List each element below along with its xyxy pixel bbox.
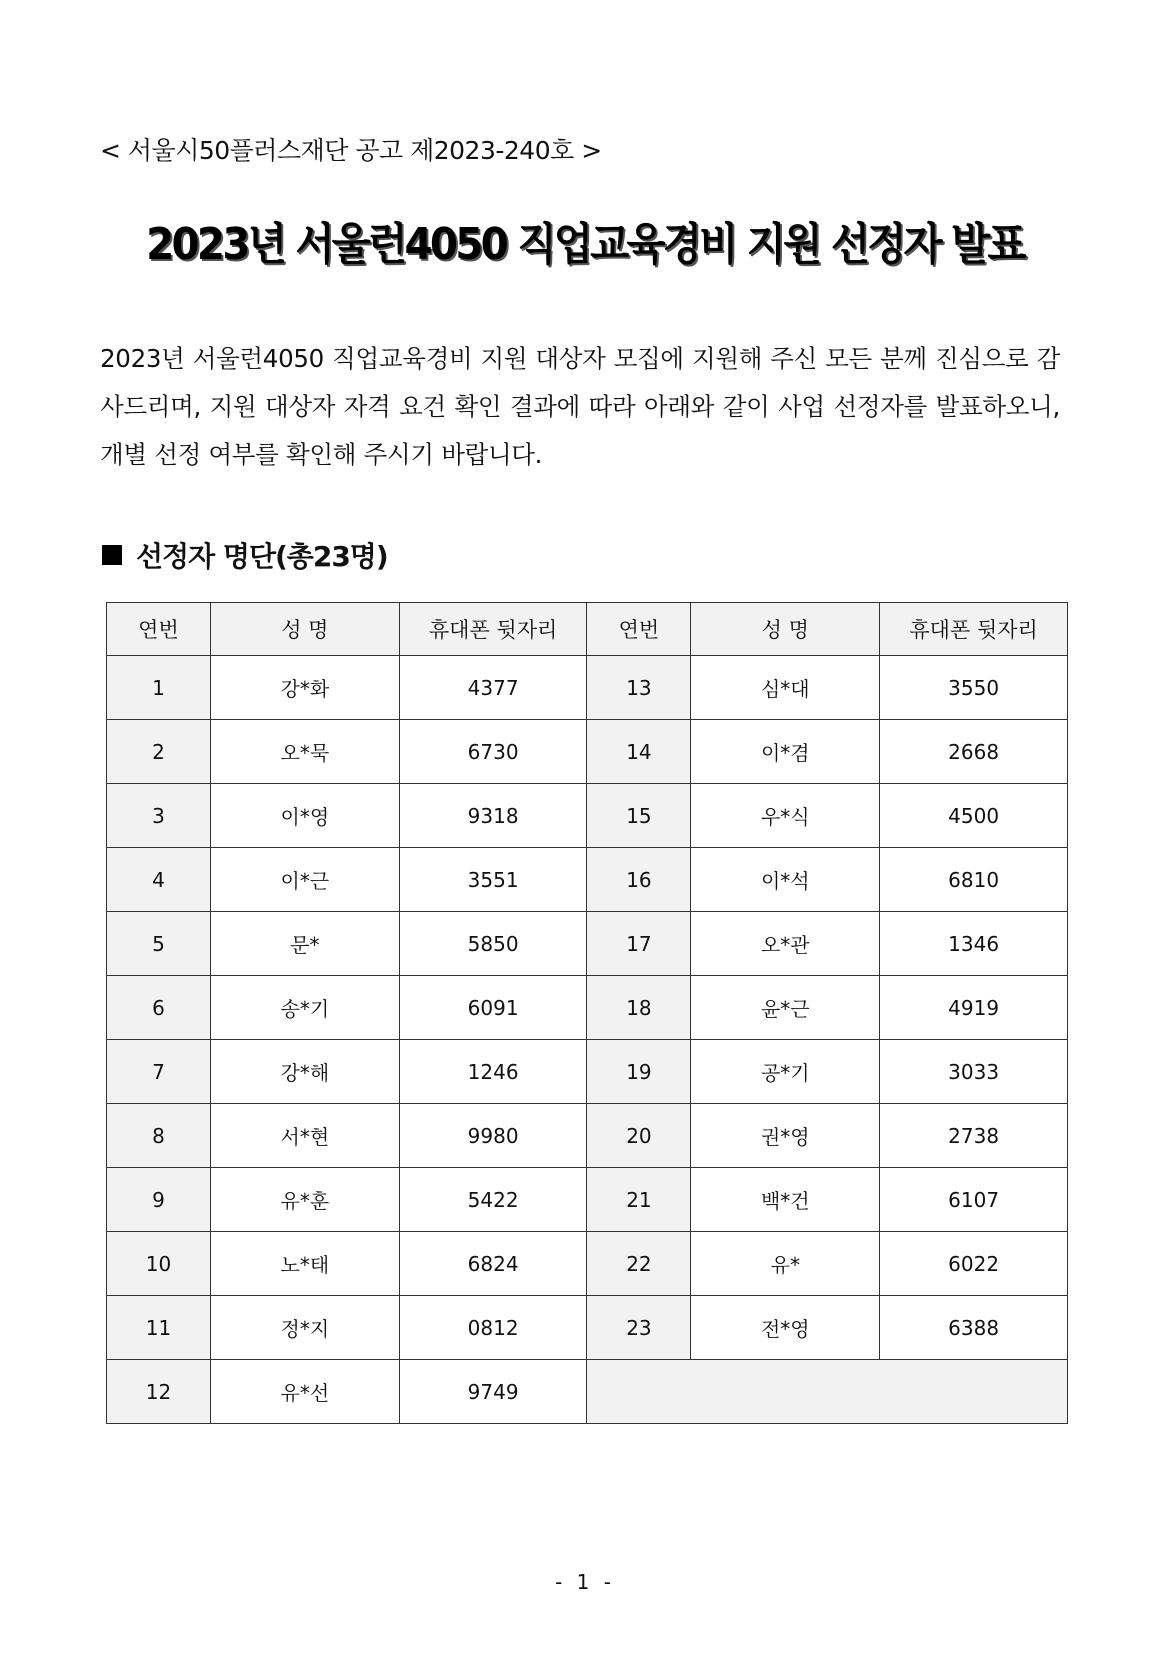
row-phone: 0812 (399, 1296, 587, 1360)
row-phone: 6810 (880, 848, 1068, 912)
row-number: 11 (107, 1296, 211, 1360)
row-name: 이*석 (691, 848, 880, 912)
table-row (107, 848, 1068, 912)
row-number: 7 (107, 1040, 211, 1104)
table-row (107, 656, 1068, 720)
row-phone: 5422 (399, 1168, 587, 1232)
row-phone: 3550 (880, 656, 1068, 720)
row-phone: 4377 (399, 656, 587, 720)
row-number: 20 (587, 1104, 691, 1168)
row-name: 심*대 (691, 656, 880, 720)
row-name: 유*훈 (210, 1168, 399, 1232)
row-number: 15 (587, 784, 691, 848)
row-number: 2 (107, 720, 211, 784)
row-number: 3 (107, 784, 211, 848)
row-name: 공*기 (691, 1040, 880, 1104)
row-phone: 6824 (399, 1232, 587, 1296)
row-phone: 1246 (399, 1040, 587, 1104)
row-name: 백*건 (691, 1168, 880, 1232)
table-row (107, 1040, 1068, 1104)
table-row (107, 1360, 1068, 1424)
header-name-left: 성 명 (210, 603, 399, 656)
row-number: 19 (587, 1040, 691, 1104)
row-phone: 9980 (399, 1104, 587, 1168)
row-name: 유*선 (210, 1360, 399, 1424)
table-row (107, 1104, 1068, 1168)
row-number: 17 (587, 912, 691, 976)
row-phone: 6388 (880, 1296, 1068, 1360)
row-number: 1 (107, 656, 211, 720)
table-row (107, 912, 1068, 976)
document-title: 2023년 서울런4050 직업교육경비 지원 선정자 발표 (146, 219, 1024, 270)
header-no-left: 연번 (107, 603, 211, 656)
row-phone: 4919 (880, 976, 1068, 1040)
row-name: 윤*근 (691, 976, 880, 1040)
table-row (107, 720, 1068, 784)
row-phone: 6091 (399, 976, 587, 1040)
row-name: 이*겸 (691, 720, 880, 784)
intro-section (100, 335, 1060, 479)
row-number: 22 (587, 1232, 691, 1296)
row-name: 우*식 (691, 784, 880, 848)
row-phone: 5850 (399, 912, 587, 976)
header-phone-left: 휴대폰 뒷자리 (399, 603, 587, 656)
row-name: 정*지 (210, 1296, 399, 1360)
row-name: 강*해 (210, 1040, 399, 1104)
intro-paragraph: 2023년 서울런4050 직업교육경비 지원 대상자 모집에 지원해 주신 모든 분께 진심으로 감사드리며, 지원 대상자 자격 요건 확인 결과에 따라 아래와 같이 사업 선정자를 발표하오니, 개별 선정 여부를 확인해 주시기 바랍니다. (100, 344, 1060, 469)
row-name: 강*화 (210, 656, 399, 720)
row-number: 9 (107, 1168, 211, 1232)
row-number: 23 (587, 1296, 691, 1360)
notice-number: < 서울시50플러스재단 공고 제2023-240호 > (100, 136, 602, 165)
table-row (107, 976, 1068, 1040)
row-name: 노*태 (210, 1232, 399, 1296)
header-no-right: 연번 (587, 603, 691, 656)
row-number: 10 (107, 1232, 211, 1296)
section-heading-text: 선정자 명단(총23명) (136, 540, 388, 573)
table-header-row (107, 603, 1068, 656)
row-number: 14 (587, 720, 691, 784)
row-name: 이*근 (210, 848, 399, 912)
black-square-icon (102, 545, 122, 565)
row-phone: 2738 (880, 1104, 1068, 1168)
row-number: 16 (587, 848, 691, 912)
row-number: 12 (107, 1360, 211, 1424)
page-number: - 1 - (555, 1570, 615, 1594)
row-name: 오*관 (691, 912, 880, 976)
row-phone: 3551 (399, 848, 587, 912)
row-number: 6 (107, 976, 211, 1040)
row-name: 이*영 (210, 784, 399, 848)
row-phone: 3033 (880, 1040, 1068, 1104)
row-phone: 4500 (880, 784, 1068, 848)
row-phone: 9318 (399, 784, 587, 848)
row-number: 18 (587, 976, 691, 1040)
row-name: 문* (210, 912, 399, 976)
row-number: 8 (107, 1104, 211, 1168)
table-row (107, 1232, 1068, 1296)
section-heading (102, 535, 388, 575)
row-phone: 6107 (880, 1168, 1068, 1232)
row-name: 서*현 (210, 1104, 399, 1168)
row-number: 21 (587, 1168, 691, 1232)
header-name-right: 성 명 (691, 603, 880, 656)
row-name: 송*기 (210, 976, 399, 1040)
header-phone-right: 휴대폰 뒷자리 (880, 603, 1068, 656)
row-phone: 2668 (880, 720, 1068, 784)
table-row (107, 1296, 1068, 1360)
row-phone: 9749 (399, 1360, 587, 1424)
row-name: 오*묵 (210, 720, 399, 784)
row-number: 13 (587, 656, 691, 720)
empty-cell (587, 1360, 1068, 1424)
row-number: 5 (107, 912, 211, 976)
row-phone: 6730 (399, 720, 587, 784)
row-phone: 6022 (880, 1232, 1068, 1296)
row-phone: 1346 (880, 912, 1068, 976)
table-row (107, 1168, 1068, 1232)
row-number: 4 (107, 848, 211, 912)
row-name: 유* (691, 1232, 880, 1296)
row-name: 권*영 (691, 1104, 880, 1168)
selectee-table (106, 602, 1068, 1424)
table-row (107, 784, 1068, 848)
row-name: 전*영 (691, 1296, 880, 1360)
